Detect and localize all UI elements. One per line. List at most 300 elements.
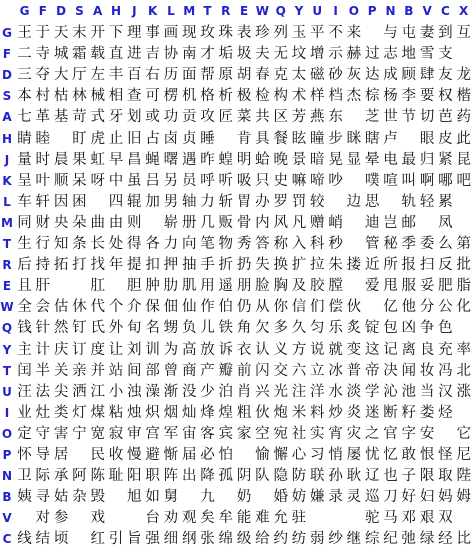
key-row-m xyxy=(0,213,471,233)
column-key-i: I xyxy=(333,4,338,18)
character-cell: 且 xyxy=(17,278,32,295)
character-cell: 籽 xyxy=(401,404,417,421)
key-row-t xyxy=(0,234,471,254)
character-cell: 信 xyxy=(291,299,307,316)
character-cell: 料 xyxy=(310,404,325,421)
character-cell: 休 xyxy=(72,299,87,316)
character-cell xyxy=(70,276,89,296)
character-cell: 四 xyxy=(108,193,124,210)
character-cell: 个 xyxy=(108,299,124,316)
character-cell: 阵 xyxy=(163,468,179,485)
character-cell: 空 xyxy=(255,425,270,442)
character-cell: 批 xyxy=(456,257,471,274)
character-cell: 互 xyxy=(456,25,471,41)
character-cell: 朱 xyxy=(328,257,343,274)
character-cell: 盯 xyxy=(72,130,87,147)
character-cell: 权 xyxy=(438,88,453,105)
row-key-label: O xyxy=(1,426,13,441)
character-cell: 队 xyxy=(255,468,270,485)
character-cell: 习 xyxy=(310,447,325,463)
character-cell: 二 xyxy=(17,46,32,63)
character-cell: 枯 xyxy=(53,88,69,105)
character-cell: 答 xyxy=(255,236,270,252)
key-row-d xyxy=(0,65,471,85)
character-cell: 蝇 xyxy=(145,151,160,168)
character-cell: 从 xyxy=(255,299,270,316)
character-cell xyxy=(70,508,89,528)
character-cell: 愉 xyxy=(255,447,270,463)
character-cell: 噗 xyxy=(364,172,380,189)
character-cell: 秒 xyxy=(328,236,343,252)
character-cell: 双 xyxy=(438,510,453,527)
column-key-n: N xyxy=(385,4,396,18)
character-cell: 没 xyxy=(181,383,197,400)
character-cell: 邮 xyxy=(401,214,417,231)
row-key-label: F xyxy=(2,47,12,62)
character-cell: 扔 xyxy=(236,257,252,274)
character-cell: 角 xyxy=(236,320,252,337)
character-cell: 取 xyxy=(438,468,453,485)
character-cell: 珠 xyxy=(218,25,234,41)
character-cell: 攻 xyxy=(200,109,215,126)
character-cell: 辽 xyxy=(364,468,380,485)
character-cell: 晕 xyxy=(364,151,380,168)
character-cell: 虹 xyxy=(90,151,105,168)
character-cell: 占 xyxy=(145,130,160,147)
character-cell: 大 xyxy=(53,67,69,84)
character-cell: 他 xyxy=(401,299,417,316)
character-cell: 衣 xyxy=(236,341,252,358)
character-cell: 划 xyxy=(127,109,142,126)
character-cell: 持 xyxy=(35,257,51,274)
character-cell: 怀 xyxy=(17,447,32,463)
character-cell: 当 xyxy=(419,383,435,400)
character-cell: 拉 xyxy=(310,257,325,274)
character-cell: 芳 xyxy=(291,109,307,126)
character-cell: 守 xyxy=(35,425,51,442)
column-key-k: K xyxy=(147,4,158,18)
character-cell: 闰 xyxy=(17,362,32,379)
character-cell: 杰 xyxy=(346,88,362,105)
character-cell: 炮 xyxy=(273,404,288,421)
character-cell: 驼 xyxy=(364,510,380,527)
character-cell: 显 xyxy=(346,151,362,168)
character-cell: 惭 xyxy=(163,447,179,463)
character-cell: 李 xyxy=(401,88,417,105)
character-cell: 代 xyxy=(90,299,105,316)
character-cell: 紧 xyxy=(438,151,453,168)
character-cell: 报 xyxy=(401,257,417,274)
character-cell: 增 xyxy=(310,46,325,63)
character-cell: 宙 xyxy=(181,425,197,442)
character-cell: 员 xyxy=(181,172,197,189)
character-cell: 面 xyxy=(181,67,197,84)
character-cell: 阴 xyxy=(236,468,252,485)
character-cell: 委 xyxy=(419,236,435,252)
character-cell: 站 xyxy=(108,362,124,379)
character-cell xyxy=(326,192,345,212)
character-cell: 义 xyxy=(273,341,288,358)
character-cell: 肛 xyxy=(90,278,105,295)
character-cell: 录 xyxy=(328,489,343,506)
character-cell: 胆 xyxy=(127,278,142,295)
character-cell: 社 xyxy=(291,425,307,442)
character-cell: 佃 xyxy=(163,299,179,316)
character-cell: 细 xyxy=(163,531,179,548)
row-key-label: R xyxy=(2,258,12,273)
character-cell: 诉 xyxy=(218,341,234,358)
row-key-label: M xyxy=(1,215,13,230)
character-cell: 厅 xyxy=(72,67,87,84)
character-cell: 出 xyxy=(181,468,197,485)
character-cell: 啊 xyxy=(419,172,435,189)
character-cell: 名 xyxy=(145,320,160,337)
character-cell: 生 xyxy=(17,236,32,252)
character-cell: 然 xyxy=(53,320,69,337)
character-cell: 男 xyxy=(163,193,179,210)
character-cell: 曲 xyxy=(90,214,105,231)
character-cell: 膛 xyxy=(328,278,343,295)
character-cell: 灶 xyxy=(35,404,51,421)
character-cell: 册 xyxy=(181,214,197,231)
character-cell: 澡 xyxy=(145,383,160,400)
character-cell: 加 xyxy=(145,193,160,210)
character-cell: 防 xyxy=(291,468,307,485)
character-cell xyxy=(235,445,254,465)
character-cell: 赫 xyxy=(346,46,362,63)
character-cell: 七 xyxy=(17,109,32,126)
character-cell: 半 xyxy=(35,362,51,379)
character-cell xyxy=(52,276,71,296)
character-cell: 官 xyxy=(383,425,398,442)
character-cell: 久 xyxy=(291,320,307,337)
character-cell: 构 xyxy=(273,88,288,105)
column-key-y: Y xyxy=(294,4,304,18)
character-cell: 冰 xyxy=(328,362,343,379)
character-cell: 乐 xyxy=(328,320,343,337)
character-cell: 忆 xyxy=(383,447,398,463)
character-cell xyxy=(15,508,34,528)
character-cell: 它 xyxy=(456,425,471,442)
character-cell: 妈 xyxy=(438,489,453,506)
character-cell: 功 xyxy=(163,109,179,126)
character-cell: 隐 xyxy=(273,468,288,485)
column-key-l: L xyxy=(167,4,175,18)
column-key-d: D xyxy=(56,4,67,18)
character-cell: 职 xyxy=(145,468,160,485)
character-cell: 劝 xyxy=(163,510,179,527)
character-cell: 瓣 xyxy=(218,362,234,379)
character-cell: 泊 xyxy=(218,383,234,400)
character-cell: 纪 xyxy=(383,531,398,548)
character-cell: 度 xyxy=(90,341,105,358)
character-cell: 杂 xyxy=(72,489,87,506)
character-cell: 灰 xyxy=(346,67,362,84)
character-cell: 眼 xyxy=(419,130,435,147)
character-cell: 舅 xyxy=(163,489,179,506)
character-cell: 经 xyxy=(438,531,453,548)
character-cell: 凡 xyxy=(291,214,307,231)
character-cell: 遥 xyxy=(218,278,234,295)
character-cell: 阿 xyxy=(72,468,87,485)
character-cell: 电 xyxy=(383,151,398,168)
character-cell: 皮 xyxy=(438,130,453,147)
character-cell: 继 xyxy=(346,531,362,548)
character-cell: 与 xyxy=(383,25,398,41)
key-row-l xyxy=(0,192,471,212)
character-cell xyxy=(107,487,126,507)
character-cell: 婚 xyxy=(273,489,288,506)
row-key-label: I xyxy=(4,405,10,420)
character-cell: 肆 xyxy=(419,67,435,84)
character-cell: 思 xyxy=(364,193,380,210)
character-cell: 燕 xyxy=(310,109,325,126)
row-key-label: K xyxy=(2,173,12,188)
character-cell: 楷 xyxy=(456,88,471,105)
character-cell: 骨 xyxy=(236,214,252,231)
character-cell: 析 xyxy=(218,88,234,105)
character-cell: 龙 xyxy=(456,67,471,84)
character-cell: 嘛 xyxy=(291,172,307,189)
character-cell: 暗 xyxy=(310,151,325,168)
character-cell: 降 xyxy=(200,468,215,485)
character-cell: 亿 xyxy=(383,299,398,316)
column-key-s: S xyxy=(75,4,84,18)
character-cell: 烛 xyxy=(127,404,142,421)
character-cell: 虽 xyxy=(127,172,142,189)
character-cell: 煤 xyxy=(90,404,105,421)
key-row-v xyxy=(0,508,471,528)
key-row-f xyxy=(0,44,471,64)
character-cell: 所 xyxy=(383,257,398,274)
character-cell: 妆 xyxy=(419,362,435,379)
character-cell: 村 xyxy=(35,88,51,105)
character-cell: 江 xyxy=(90,383,105,400)
character-cell: 虎 xyxy=(90,130,105,147)
character-cell: 阳 xyxy=(127,468,142,485)
key-row-i xyxy=(0,403,471,423)
character-cell: 邓 xyxy=(401,510,417,527)
character-cell: 安 xyxy=(419,425,435,442)
character-cell: 心 xyxy=(291,447,307,463)
character-cell: 本 xyxy=(17,88,32,105)
character-cell: 杨 xyxy=(383,88,398,105)
column-key-h: H xyxy=(110,4,122,18)
character-cell: 灵 xyxy=(346,489,362,506)
character-cell: 央 xyxy=(53,214,69,231)
character-cell: 世 xyxy=(383,109,398,126)
character-cell: 寺 xyxy=(35,46,51,63)
character-cell xyxy=(454,508,471,528)
character-cell: 这 xyxy=(364,341,380,358)
character-cell: 会 xyxy=(35,299,51,316)
character-cell: 峭 xyxy=(328,214,343,231)
character-cell: 认 xyxy=(255,341,270,358)
character-cell: 凶 xyxy=(401,320,417,337)
character-cell: 卫 xyxy=(17,468,32,485)
character-cell: 遇 xyxy=(181,151,197,168)
character-cell: 季 xyxy=(401,236,417,252)
character-cell: 各 xyxy=(145,236,160,252)
row-key-label: A xyxy=(2,110,12,125)
character-cell: 说 xyxy=(310,341,325,358)
character-cell: 昌 xyxy=(127,151,142,168)
character-cell: 秘 xyxy=(383,236,398,252)
key-row-q xyxy=(0,318,471,338)
character-cell xyxy=(88,192,107,212)
character-cell: 此 xyxy=(456,130,471,147)
character-cell: 昨 xyxy=(200,151,215,168)
character-cell xyxy=(180,487,199,507)
character-cell: 交 xyxy=(273,362,288,379)
character-cell: 反 xyxy=(438,257,453,274)
character-cell: 宵 xyxy=(328,425,343,442)
row-key-label: Q xyxy=(1,321,13,336)
character-cell xyxy=(125,508,144,528)
character-cell xyxy=(216,487,235,507)
character-cell: 害 xyxy=(53,425,69,442)
character-cell: 开 xyxy=(90,25,105,41)
character-cell: 革 xyxy=(35,109,51,126)
character-cell: 苛 xyxy=(72,109,87,126)
character-cell: 吵 xyxy=(328,172,343,189)
character-cell: 丰 xyxy=(108,67,124,84)
character-cell: 届 xyxy=(181,447,197,463)
character-cell: 呆 xyxy=(72,172,87,189)
character-cell: 伯 xyxy=(218,299,234,316)
character-cell: 来 xyxy=(346,25,362,41)
character-cell: 提 xyxy=(127,257,142,274)
character-cell: 眩 xyxy=(291,130,307,147)
character-cell: 肝 xyxy=(35,278,51,295)
character-cell: 胶 xyxy=(310,278,325,295)
character-cell: 肿 xyxy=(145,278,160,295)
character-cell: 轨 xyxy=(401,193,417,210)
character-cell: 悄 xyxy=(328,447,343,463)
character-cell: 炎 xyxy=(346,404,362,421)
character-cell: 记 xyxy=(383,341,398,358)
character-cell: 档 xyxy=(328,88,343,105)
key-row-c xyxy=(0,529,471,549)
character-cell: 下 xyxy=(108,25,124,41)
character-cell: 贞 xyxy=(181,130,197,147)
character-cell: 协 xyxy=(163,46,179,63)
character-cell: 呈 xyxy=(17,172,32,189)
character-cell: 罗 xyxy=(273,193,288,210)
character-cell: 红 xyxy=(90,531,105,548)
key-row-s xyxy=(0,86,471,106)
character-cell: 手 xyxy=(200,257,215,274)
character-cell xyxy=(216,129,235,149)
character-cell: 顷 xyxy=(53,531,69,548)
character-cell: 导 xyxy=(35,447,51,463)
character-cell: 用 xyxy=(200,278,215,295)
character-cell: 关 xyxy=(53,362,69,379)
character-cell: 夫 xyxy=(255,46,270,63)
column-key-o: O xyxy=(348,4,359,18)
column-key-x: X xyxy=(459,4,469,18)
key-row-o xyxy=(0,424,471,444)
character-cell: 景 xyxy=(291,151,307,168)
character-cell: 计 xyxy=(35,341,51,358)
character-cell: 事 xyxy=(145,25,160,41)
character-cell: 胃 xyxy=(236,193,252,210)
column-key-t: T xyxy=(203,4,212,18)
character-cell: 如 xyxy=(145,489,160,506)
character-cell: 炙 xyxy=(346,320,362,337)
character-cell: 共 xyxy=(255,109,270,126)
character-cell: 雪 xyxy=(419,46,435,63)
character-cell: 全 xyxy=(17,299,32,316)
character-cell: 懈 xyxy=(273,447,288,463)
character-cell: 匠 xyxy=(218,109,234,126)
character-cell: 定 xyxy=(17,425,32,442)
character-cell: 决 xyxy=(383,362,398,379)
character-cell xyxy=(308,508,327,528)
character-cell: 级 xyxy=(236,531,252,548)
character-cell: 岂 xyxy=(383,214,398,231)
character-cell: 友 xyxy=(438,67,453,84)
character-cell: 刀 xyxy=(383,489,398,506)
row-key-label: N xyxy=(1,469,13,484)
character-cell: 第 xyxy=(456,236,471,252)
character-cell: 陛 xyxy=(456,468,471,485)
character-cell: 拓 xyxy=(53,257,69,274)
character-cell: 旬 xyxy=(127,320,142,337)
character-cell: 慢 xyxy=(127,447,142,463)
character-cell: 蝗 xyxy=(218,151,234,168)
character-cell: 称 xyxy=(273,236,288,252)
character-cell xyxy=(344,213,363,233)
character-cell: 由 xyxy=(108,214,124,231)
character-cell: 过 xyxy=(364,46,380,63)
character-cell: 旧 xyxy=(127,130,142,147)
character-cell: 法 xyxy=(35,383,51,400)
character-cell: 吉 xyxy=(145,46,160,63)
character-cell xyxy=(344,171,363,191)
column-key-q: Q xyxy=(275,4,286,18)
character-cell: 方 xyxy=(291,341,307,358)
key-row-u xyxy=(0,382,471,402)
character-cell: 恨 xyxy=(419,447,435,463)
character-cell: 原 xyxy=(218,67,234,84)
character-cell: 线 xyxy=(17,531,32,548)
character-cell: 部 xyxy=(145,362,160,379)
character-cell: 另 xyxy=(163,172,179,189)
character-cell: 负 xyxy=(181,320,197,337)
row-key-label: T xyxy=(2,363,12,378)
character-cell: 抽 xyxy=(181,257,197,274)
character-cell: 楞 xyxy=(163,88,179,105)
character-cell: 肯 xyxy=(236,130,252,147)
character-cell: 煌 xyxy=(218,404,234,421)
character-cell: 极 xyxy=(236,88,252,105)
character-cell: 王 xyxy=(17,25,32,41)
character-cell: 订 xyxy=(72,341,87,358)
character-cell: 入 xyxy=(291,236,307,252)
character-cell: 必 xyxy=(200,447,215,463)
character-cell: 公 xyxy=(438,299,453,316)
character-cell: 寂 xyxy=(108,425,124,442)
character-cell: 睡 xyxy=(200,130,215,147)
character-cell: 妻 xyxy=(419,25,435,41)
character-cell: 作 xyxy=(200,299,215,316)
character-cell: 量 xyxy=(17,151,32,168)
character-cell: 平 xyxy=(310,25,325,41)
character-cell: 们 xyxy=(310,299,325,316)
character-cell: 难 xyxy=(255,510,270,527)
character-cell: 服 xyxy=(401,278,417,295)
